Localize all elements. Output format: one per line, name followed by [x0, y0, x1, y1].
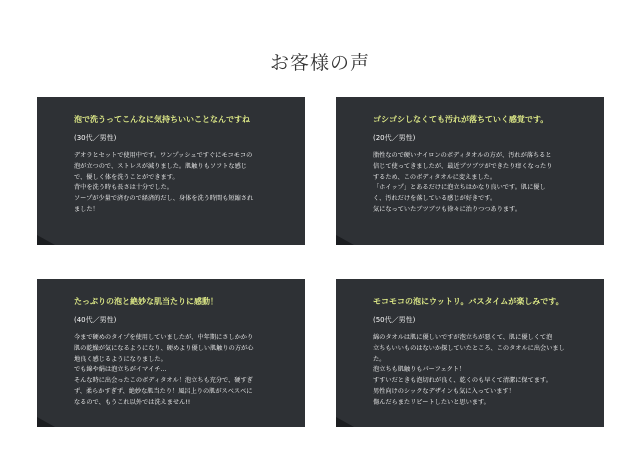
testimonial-line: 「ホイップ」とあるだけに泡立ちはかなり良いです。肌に優し [373, 184, 546, 192]
card-corner-shadow [37, 417, 55, 427]
testimonial-line: するため、このボディタオルに変えました。 [373, 173, 497, 181]
testimonial-line: く、汚れだけを落している感じが好きです。 [373, 195, 497, 203]
testimonial-body [373, 151, 603, 216]
testimonial-line: た。 [373, 355, 386, 363]
testimonial-line: ソープが少量で済むので経済的だし、身体を洗う時間も短縮され [74, 195, 254, 203]
testimonial-card [37, 97, 305, 245]
testimonial-line: すすいだときも泡切れが良く、乾くのも早くて清潔に保てます。 [373, 377, 552, 385]
testimonial-line: 地良く感じるようになりました。 [74, 355, 167, 363]
page-title: お客様の声 [269, 52, 370, 74]
testimonial-line: でも綿や絹は泡立ちがイマイチ… [74, 366, 167, 374]
testimonial-card [37, 279, 305, 427]
testimonial-title: たっぷりの泡と絶妙な肌当たりに感動！ [74, 297, 218, 306]
testimonial-line: デオラとセットで使用中です。ワンプッシュですぐにモコモコの [74, 152, 253, 159]
testimonial-body [74, 151, 304, 216]
testimonial-line: 背中を洗う時も長さは十分でした。 [74, 184, 173, 192]
testimonial-line: 今まで硬めのタイプを使用していましたが、中年期にさしかかり [74, 334, 254, 341]
card-corner-shadow [336, 235, 354, 245]
testimonial-line: そんな時に出会ったこのボディタオル！泡立ちも充分で、硬すぎ [74, 377, 253, 385]
testimonial-author: (20代／男性) [373, 134, 416, 142]
testimonial-card [336, 97, 604, 245]
testimonial-line: 脂性なので硬いナイロンのボディタオルの方が、汚れが落ちると [373, 152, 552, 159]
testimonial-line: 綿のタオルは肌に優しいですが泡立ちが悪くて、肌に優しくて泡 [373, 334, 553, 341]
testimonial-line: 気になっていたブツブツも徐々に治りつつあります。 [373, 205, 522, 213]
testimonial-line: 肌の乾燥が気になるようになり、硬めより優しい肌触りの方が心 [74, 344, 254, 352]
card-corner-shadow [336, 417, 354, 427]
testimonial-body [74, 333, 304, 409]
testimonial-line: ました！ [74, 205, 99, 213]
testimonial-author: (40代／男性) [74, 316, 117, 324]
testimonial-body [373, 333, 603, 409]
testimonial-author: (30代／男性) [74, 134, 117, 142]
card-corner-shadow [37, 235, 55, 245]
testimonial-line: なるので、もうこれ以外では洗えません!! [74, 398, 191, 406]
testimonial-title: 泡で洗うってこんなに気持ちいいことなんですね [74, 115, 250, 124]
testimonial-title: ゴシゴシしなくても汚れが落ちていく感覚です。 [373, 115, 549, 124]
testimonial-author: (50代／男性) [373, 316, 416, 324]
testimonial-line: 傷んだらまたリピートしたいと思います。 [373, 398, 490, 406]
testimonial-line: ず、柔らかすぎず、絶妙な肌当たり！風呂上りの肌がスベスベに [74, 387, 253, 395]
testimonial-line: で、優しく体を洗うことができます。 [74, 173, 179, 181]
testimonial-line: 泡立ちも肌触りもパーフェクト！ [373, 366, 466, 374]
testimonial-line: 信じて使ってきましたが、最近ブツブツができたり痒くなったり [373, 162, 553, 170]
testimonial-title: モコモコの泡にウットリ。バスタイムが楽しみです。 [373, 297, 564, 306]
testimonial-line: 泡が立つので、ストレスが減りました。肌触りもソフトな感じ [74, 162, 247, 170]
testimonial-line: 男性向けのシックなデザインも気に入っています！ [373, 387, 515, 395]
testimonial-card [336, 279, 604, 427]
testimonial-line: 立ちもいいものはないか探していたところ、このタオルに出会いまし [373, 344, 565, 352]
